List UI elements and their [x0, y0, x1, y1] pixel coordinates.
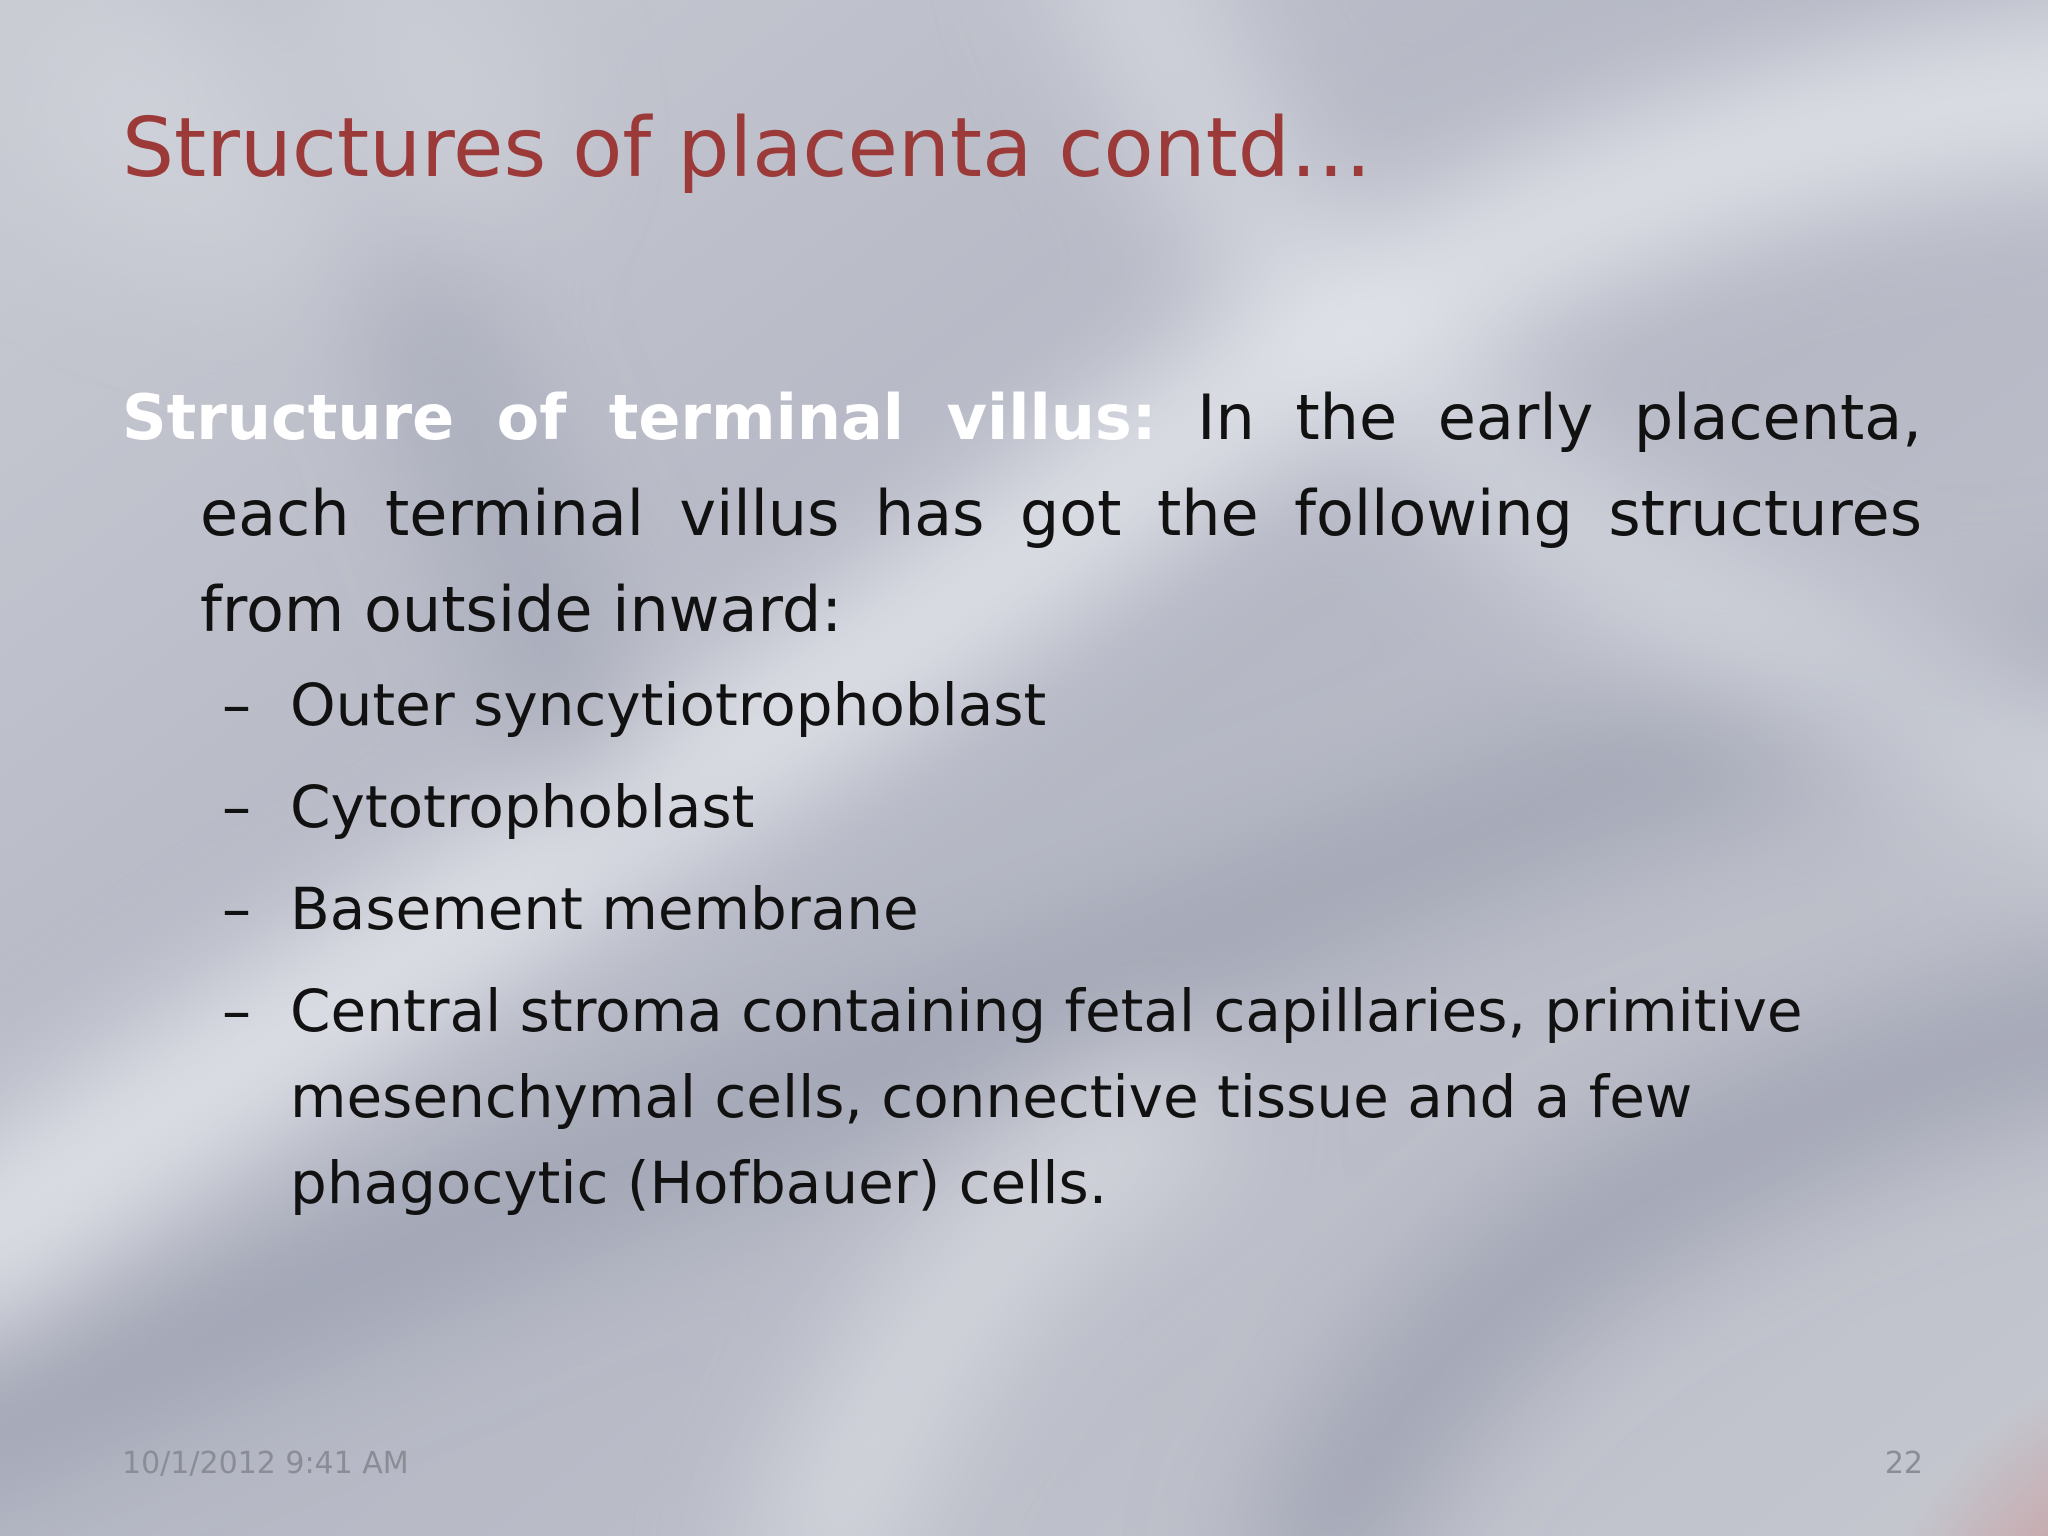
dash-marker: –	[222, 671, 251, 739]
list-item	[122, 968, 1922, 1226]
dash-marker: –	[222, 875, 251, 943]
page-number: 22	[1884, 1446, 1923, 1481]
intro-text: In the early placenta, each terminal villus has got the following structures from outside inward:	[200, 381, 1922, 646]
list-item-text: Basement membrane	[290, 875, 919, 943]
list-item	[122, 866, 1922, 952]
list-item-text: Outer syncytiotrophoblast	[290, 671, 1047, 739]
list-item	[122, 662, 1922, 748]
list-item	[122, 764, 1922, 850]
list-item-text: Cytotrophoblast	[290, 773, 755, 841]
slide-body	[122, 370, 1922, 1242]
list-item-text: Central stroma containing fetal capillaries, primitive mesenchymal cells, connective tissue and a few phagocytic (Hofbauer) cells.	[290, 977, 1803, 1217]
dash-marker: –	[222, 773, 251, 841]
structure-list	[122, 662, 1922, 1226]
footer-date: 10/1/2012 9:41 AM	[122, 1446, 409, 1481]
slide-title: Structures of placenta contd…	[122, 101, 1372, 196]
intro-paragraph	[122, 370, 1922, 658]
intro-lead: Structure of terminal villus:	[122, 381, 1157, 454]
dash-marker: –	[222, 977, 251, 1045]
